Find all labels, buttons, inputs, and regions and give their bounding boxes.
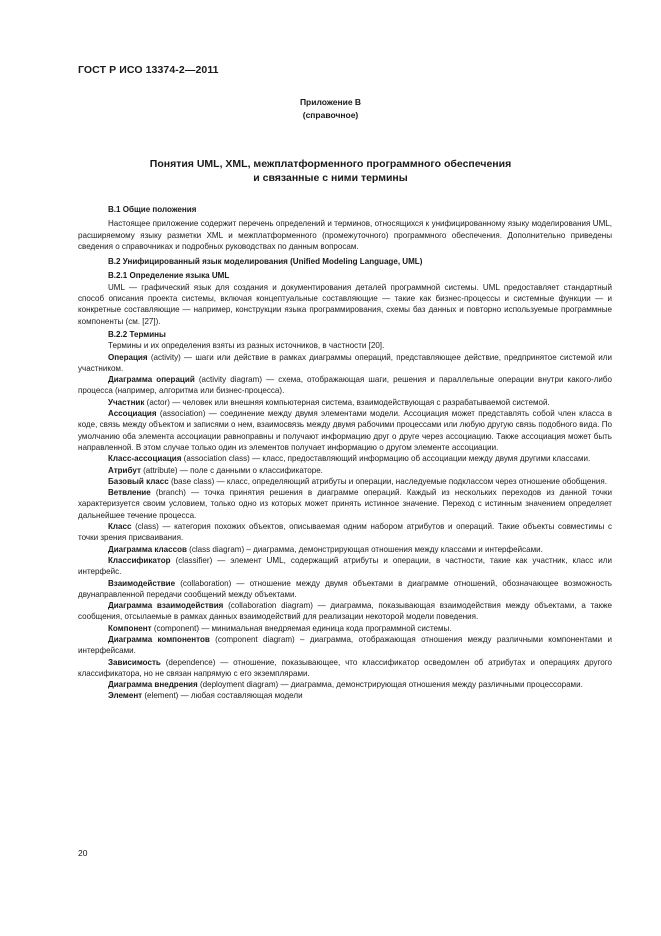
term-definition: (branch) — точка принятия решения в диаграмме операций. Каждый из нескольких переходов из данной точки характеризуется своим условием, только одно из которых может принять истинное значение. Переход с истинным значением определяет дальнейшее течение процесса. (78, 488, 612, 520)
term-name: Операция (108, 352, 148, 362)
term-definition: (base class) — класс, определяющий атрибуты и операции, наследуемые подклассом через отношение обобщения. (168, 476, 607, 486)
subsection-text-b21: UML — графический язык для создания и документирования деталей программной системы. UML предоставляет стандартный способ описания проекта системы, включая концептуальные составляющие — такие как бизнес-процессы и системные функции — и конкретные составляющие — например, конструкции языка программирования, схемы баз данных и повторно используемые программные компоненты (см. [27]). (78, 282, 612, 326)
subsection-intro-b22: Термины и их определения взяты из разных источников, в частности [20]. (108, 341, 385, 351)
term-entry (78, 476, 612, 487)
term-name: Ветвление (108, 488, 151, 498)
term-definition: (actor) — человек или внешняя компьютерная система, взаимодействующая с разрабатываемой системой. (144, 397, 550, 407)
term-name: Атрибут (108, 465, 141, 475)
term-name: Элемент (108, 691, 143, 701)
appendix-heading (0, 96, 661, 122)
appendix-kind: (справочное) (302, 110, 359, 120)
term-entry (78, 465, 612, 476)
term-name: Диаграмма операций (108, 375, 195, 385)
term-definition: (element) — любая составляющая модели (142, 691, 303, 701)
term-entry (78, 600, 612, 623)
term-name: Диаграмма внедрения (108, 680, 198, 690)
subsection-heading-b22: В.2.2 Термины (108, 329, 166, 339)
term-definition: (collaboration diagram) — диаграмма, показывающая взаимодействия между объектами, а также сообщения, отсылаемые в рамках данных взаимодействий для реализации некоторой модели поведения. (78, 601, 612, 622)
term-entry (78, 690, 612, 701)
section-heading-b1: В.1 Общие положения (108, 205, 197, 214)
term-entry (78, 408, 612, 453)
term-definition: (activity diagram) — схема, отображающая шаги, решения и параллельные операции внутри какого-либо процесса (например, алгоритма или бизнес-процесса). (78, 375, 613, 396)
term-entry (78, 352, 612, 375)
title-line-2: и связанные с ними термины (253, 172, 408, 184)
term-entry (78, 679, 612, 690)
term-entry (78, 487, 612, 521)
term-entry (78, 453, 612, 464)
document-body (78, 204, 612, 702)
term-entry (78, 623, 612, 634)
term-entry (78, 657, 612, 680)
term-name: Диаграмма компонентов (108, 634, 210, 644)
page-number: 20 (78, 848, 88, 858)
appendix-title (0, 157, 661, 185)
term-name: Взаимодействие (108, 578, 176, 588)
term-name: Участник (108, 397, 145, 407)
term-definition: (component) — минимальная внедряемая единица кода программной системы. (151, 623, 452, 633)
term-definition: (association class) — класс, предоставляющий информацию об ассоциации между двумя другими классами. (181, 454, 591, 464)
section-heading-b2: В.2 Унифицированный язык моделирования (Unified Modeling Language, UML) (108, 257, 423, 267)
term-name: Диаграмма классов (108, 544, 187, 554)
term-entry (78, 374, 612, 397)
term-name: Ассоциация (108, 409, 157, 419)
term-definition: (class) — категория похожих объектов, описываемая одним набором атрибутов и операций. Такие объекты совместимы с точки зрения присваивания. (78, 522, 612, 543)
term-definition: (deployment diagram) — диаграмма, демонстрирующая отношения между различными процессорами. (197, 680, 583, 690)
term-definition: (classifier) — элемент UML, содержащий атрибуты и операции, в частности, такие как участник, класс или интерфейс. (78, 555, 612, 577)
term-entry (78, 634, 612, 657)
term-name: Классификатор (108, 555, 171, 565)
term-entry (78, 555, 612, 578)
term-name: Базовый класс (108, 476, 169, 486)
term-name: Класс-ассоциация (108, 454, 182, 464)
term-entry (78, 521, 612, 544)
term-definition: (attribute) — поле с данными о классификаторе. (140, 465, 323, 475)
title-line-1: Понятия UML, XML, межплатформенного программного обеспечения (149, 158, 512, 170)
section-text-b1: Настоящее приложение содержит перечень определений и терминов, относящихся к унифицированному языку моделирования UML, расширяемому языку разметки XML и межплатформенного (промежуточного) программного обеспечения. Дополнительно приведены сведения о справочниках и подробных руководствах по данным вопросам. (78, 219, 612, 251)
term-definition: (component diagram) – диаграмма, отображающая отношения между различными компонентами и интерфейсами. (78, 634, 612, 656)
term-entry (78, 544, 612, 555)
term-name: Зависимость (108, 657, 161, 667)
term-name: Класс (108, 522, 132, 532)
term-name: Диаграмма взаимодействия (108, 601, 224, 611)
document-header: ГОСТ Р ИСО 13374-2—2011 (78, 64, 219, 76)
term-definition: (collaboration) — отношение между двумя объектами в диаграмме отношений, обозначающее возможность двунаправленной передачи сообщений между объектами. (78, 578, 612, 599)
subsection-heading-b21: В.2.1 Определение языка UML (108, 271, 230, 281)
term-definition: (association) — соединение между двумя элементами модели. Ассоциация может представлять собой член класса в коде, связь между объектом и записями о нем, взаимосвязь между двумя рабочими процессами или любую другую связь подобного вида. По умолчанию оба элемента ассоциации равноправны и получают информацию друг о друге через ассоциацию. Также ассоциация может быть направленной. В этом случае только один из элементов получает информацию о другом элементе ассоциации. (78, 409, 612, 452)
term-entry (78, 397, 612, 408)
term-name: Компонент (108, 623, 152, 633)
appendix-label: Приложение В (299, 97, 362, 107)
term-definition: (class diagram) – диаграмма, демонстрирующая отношения между классами и интерфейсами. (186, 544, 543, 554)
term-definition: (activity) — шаги или действие в рамках диаграммы операций, представляющее действие, предпринятое системой или участником. (78, 352, 612, 373)
term-definition: (dependence) — отношение, показывающее, что классификатор осведомлен об атрибутах и операциях другого классификатора, но не связан напрямую с его экземплярами. (78, 657, 612, 678)
term-entry (78, 578, 612, 601)
